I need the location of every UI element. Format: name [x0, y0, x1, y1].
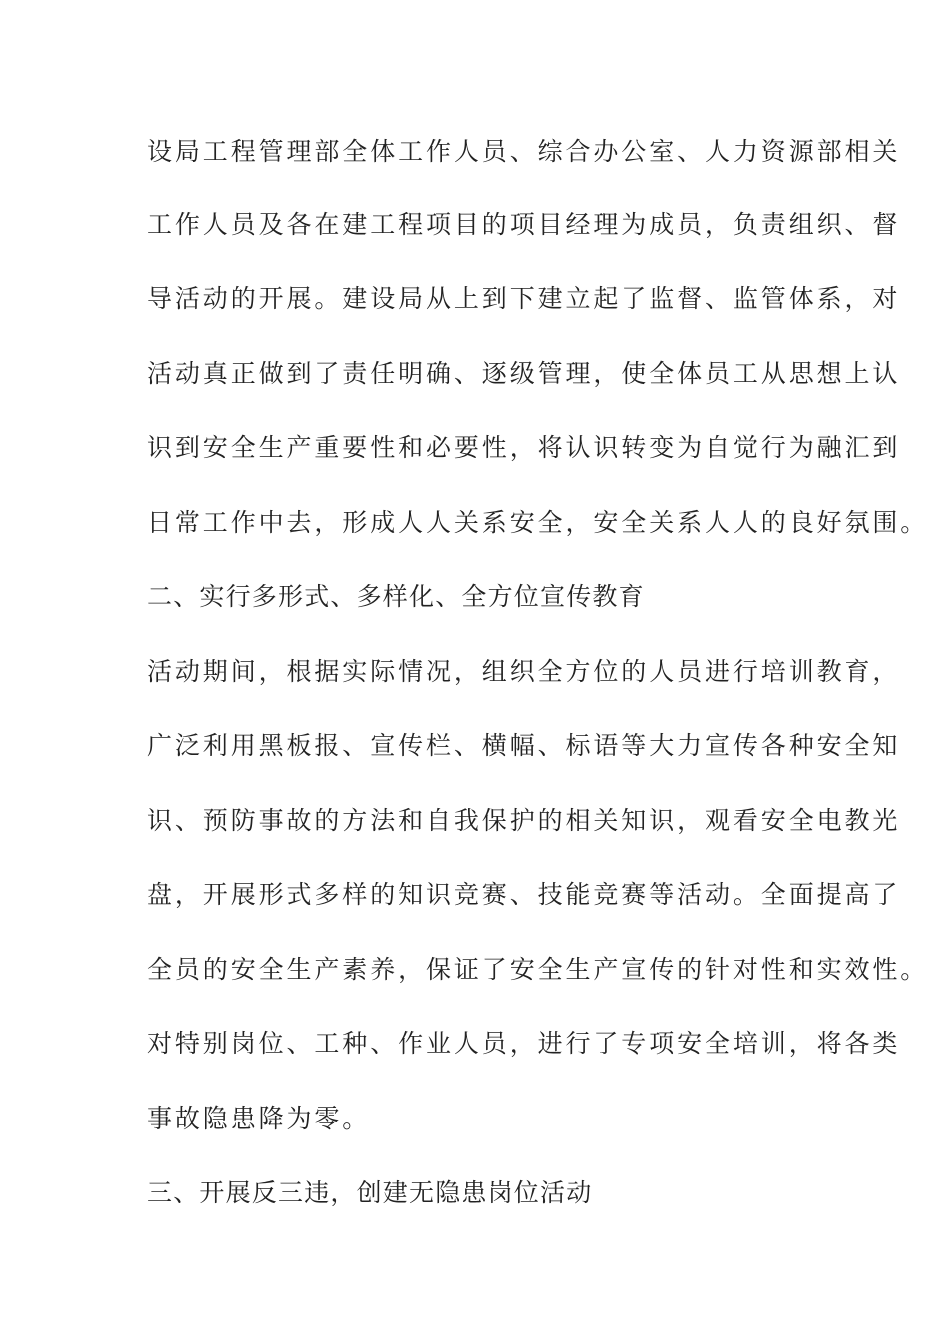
paragraph-line: 日常工作中去，形成人人关系安全，安全关系人人的良好氛围。	[147, 508, 929, 537]
paragraph-line: 活动真正做到了责任明确、逐级管理，使全体员工从思想上认	[147, 359, 901, 388]
paragraph-line: 设局工程管理部全体工作人员、综合办公室、人力资源部相关	[147, 137, 901, 166]
section-heading: 二、实行多形式、多样化、全方位宣传教育	[147, 582, 645, 611]
paragraph-line: 识、预防事故的方法和自我保护的相关知识，观看安全电教光	[147, 806, 901, 835]
paragraph-line: 工作人员及各在建工程项目的项目经理为成员，负责组织、督	[147, 210, 901, 239]
paragraph-line: 全员的安全生产素养，保证了安全生产宣传的针对性和实效性。	[147, 955, 929, 984]
paragraph-line: 广泛利用黑板报、宣传栏、横幅、标语等大力宣传各种安全知	[147, 731, 901, 760]
paragraph-line: 导活动的开展。建设局从上到下建立起了监督、监管体系，对	[147, 284, 901, 313]
section-heading: 三、开展反三违，创建无隐患岗位活动	[147, 1178, 593, 1207]
paragraph-line: 对特别岗位、工种、作业人员，进行了专项安全培训，将各类	[147, 1029, 901, 1058]
paragraph-line: 识到安全生产重要性和必要性，将认识转变为自觉行为融汇到	[147, 433, 901, 462]
paragraph-line: 活动期间，根据实际情况，组织全方位的人员进行培训教育，	[147, 657, 901, 686]
paragraph-line: 盘，开展形式多样的知识竞赛、技能竞赛等活动。全面提高了	[147, 880, 901, 909]
paragraph-line: 事故隐患降为零。	[147, 1104, 371, 1133]
